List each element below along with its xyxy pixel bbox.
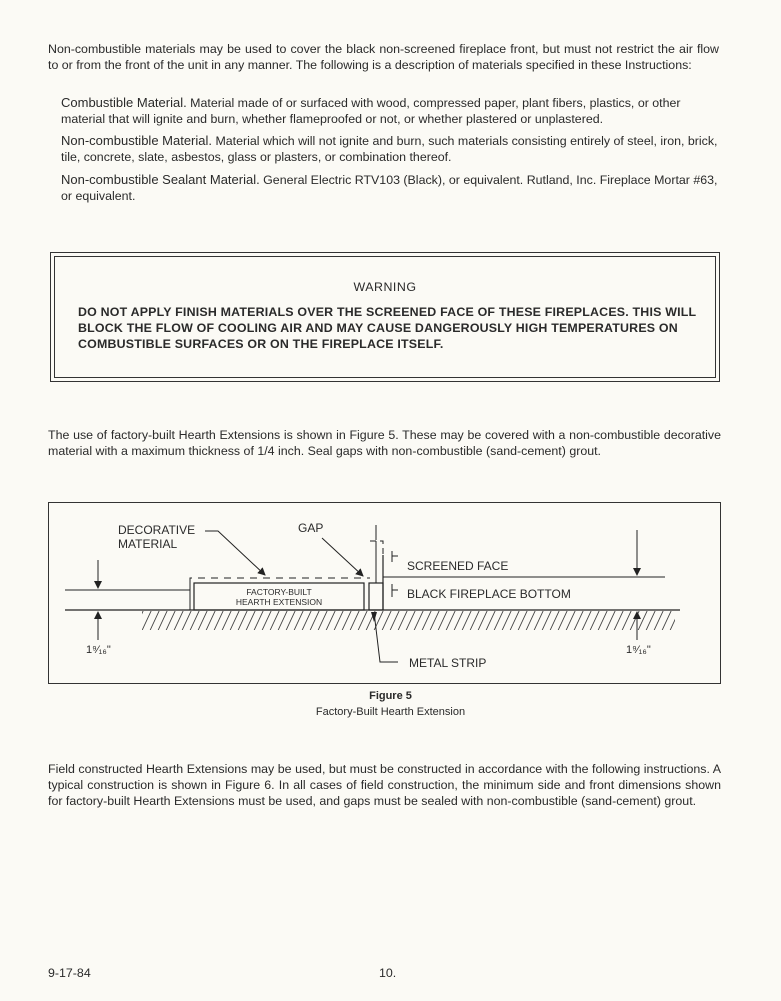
hearth-paragraph: The use of factory-built Hearth Extensions is shown in Figure 5. These may be covered with a non-combustible decorative material with a maximum thickness of 1/4 inch. Seal gaps with non-combustible (sand-cement) grout. [48,428,721,458]
definition-term: Combustible Material. [61,95,187,110]
definition-text: General Electric RTV103 (Black), or equivalent. Rutland, Inc. Fireplace Mortar #63, or equivalent. [61,173,718,203]
metal-strip-shape [369,583,383,610]
label-black-bottom: BLACK FIREPLACE BOTTOM [407,587,571,601]
label-dim-left: 1⁹⁄₁₆" [86,644,111,656]
decorative-leader [205,531,265,575]
label-dim-right: 1⁹⁄₁₆" [626,644,651,656]
label-decorative-line1: DECORATIVE [118,523,196,537]
warning-body: DO NOT APPLY FINISH MATERIALS OVER THE SCREENED FACE OF THESE FIREPLACES. THIS WILL BLOCK THE FLOW OF COOLING AIR AND MAY CAUSE DANGEROUSLY HIGH TEMPERATURES ON COMBUSTIBLE SURFACES OR ON THE FIREPLACE ITSELF. [78,305,697,351]
footer-page-number: 10. [379,966,397,980]
label-factory-line2: HEARTH EXTENSION [235,597,323,607]
gap-leader [322,538,363,576]
field-paragraph: Field constructed Hearth Extensions may be used, but must be constructed in accordance with the following instructions. A typical construction is shown in Figure 6. In all cases of field construction, the minimum side and front dimensions shown for factory-built Hearth Extensions must be used, and gaps must be sealed with non-combustible (sand-cement) grout. [48,762,721,808]
warning-title: WARNING [353,280,417,294]
label-gap: GAP [298,521,324,535]
label-factory-line1: FACTORY-BUILT [246,587,312,597]
label-metal-strip: METAL STRIP [409,656,487,670]
footer-date: 9-17-84 [48,966,91,980]
floor-hatching [142,611,675,630]
label-decorative-line2: MATERIAL [118,537,178,551]
definition-text: Material made of or surfaced with wood, compressed paper, plant fibers, plastics, or other material that will ignite and burn, whether flameproofed or not, or whether plastered or unplastered. [61,96,681,126]
label-screened-face: SCREENED FACE [407,559,509,573]
definition-text: Material which will not ignite and burn, such materials consisting entirely of steel, iron, brick, tile, concrete, slate, asbestos, glass or plasters, or combination thereof. [61,134,718,164]
definition-term: Non-combustible Sealant Material. [61,172,260,187]
intro-paragraph: Non-combustible materials may be used to cover the black non-screened fireplace front, but must not restrict the air flow to or from the front of the unit in any manner. The following is a description of materials specified in these Instructions: [48,42,719,72]
figure-number: Figure 5 [369,690,412,702]
definition-term: Non-combustible Material. [61,133,213,148]
figure-caption: Factory-Built Hearth Extension [315,706,466,718]
